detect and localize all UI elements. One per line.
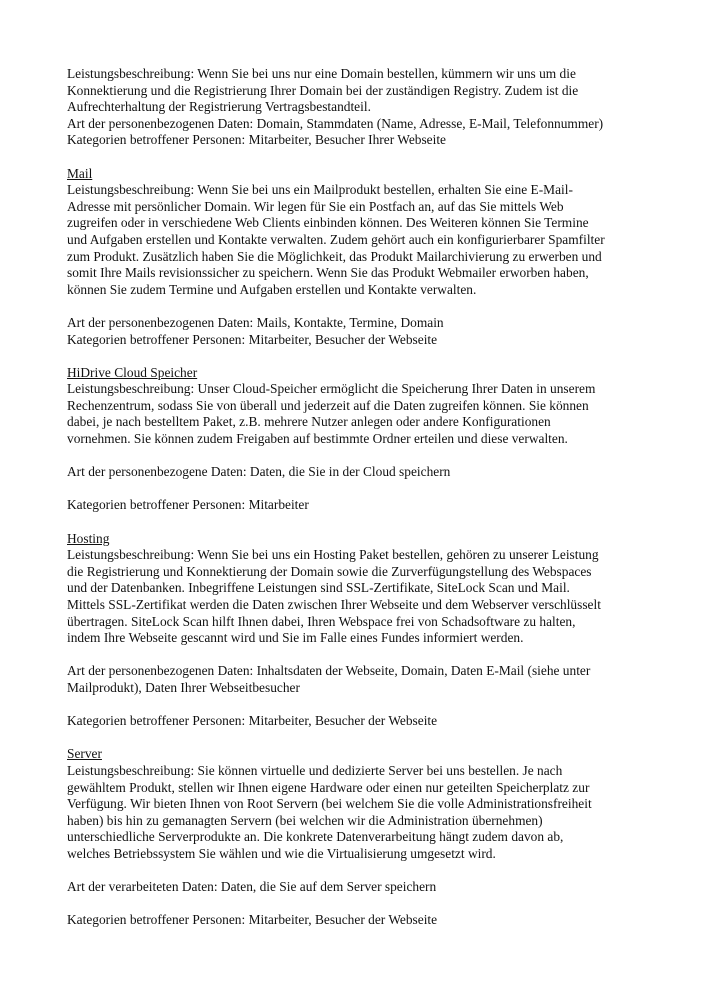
server-data-types: Art der verarbeiteten Daten: Daten, die Sie auf dem Server speichern [67, 879, 437, 895]
text-line: Leistungsbeschreibung: Sie können virtuelle und dedizierte Server bei uns bestellen. Je nach [67, 762, 563, 778]
text-line: Mailprodukt), Daten Ihrer Webseitbesucher [67, 679, 300, 695]
text-line: welches Betriebssystem Sie wählen und wie die Virtualisierung umgesetzt wird. [67, 845, 496, 861]
mail-section [67, 166, 657, 349]
text-line: Leistungsbeschreibung: Wenn Sie bei uns ein Hosting Paket bestellen, gehören zu unserer Leistung [67, 547, 599, 563]
mail-description [67, 182, 657, 298]
text-line: Mittels SSL-Zertifikat werden die Daten zwischen Ihrer Webseite und dem Webserver verschlüsselt [67, 597, 601, 612]
domain-section [67, 66, 657, 149]
text-line: und der Datenbanken. Inbegriffene Leistungen sind SSL-Zertifikate, SiteLock Scan und Mail. [67, 580, 570, 596]
text-line: Adresse mit persönlicher Domain. Wir legen für Sie ein Postfach an, auf das Sie mittels Web [67, 198, 564, 214]
mail-data-types: Art der personenbezogenen Daten: Mails, Kontakte, Termine, Domain [67, 314, 444, 330]
text-line: indem Ihre Webseite gescannt wird und Sie im Falle eines Fundes informiert werden. [67, 630, 524, 646]
text-line: Rechenzentrum, sodass Sie von überall und jederzeit auf die Daten zugreifen können. Sie können [67, 397, 589, 413]
hosting-data-types [67, 663, 657, 696]
domain-affected-persons: Kategorien betroffener Personen: Mitarbeiter, Besucher Ihrer Webseite [67, 132, 446, 148]
text-line: haben) bis hin zu gemanagten Servern (bei welchen wir die Administration übernehmen) [67, 812, 543, 828]
text-line: vornehmen. Sie können zudem Freigaben auf bestimmte Ordner erteilen und diese verwalten. [67, 431, 568, 447]
hidrive-section [67, 365, 657, 514]
text-line: können Sie zudem Termine und Aufgaben erstellen und Kontakte verwalten. [67, 281, 477, 297]
text-line: zum Produkt. Zusätzlich haben Sie die Möglichkeit, das Produkt Mailarchivierung zu erwerben und [67, 248, 602, 264]
text-line: Konnektierung und die Registrierung Ihrer Domain bei der zuständigen Registry. Zudem ist die [67, 82, 579, 98]
server-heading: Server [67, 746, 102, 762]
text-line: Aufrechterhaltung der Registrierung Vertragsbestandteil. [67, 99, 371, 115]
text-line: unterschiedliche Serverprodukte an. Die konkrete Datenverarbeitung hängt zudem davon ab, [67, 829, 564, 845]
hosting-section [67, 531, 657, 730]
server-description [67, 763, 657, 863]
text-line: und Aufgaben erstellen und Kontakte verwalten. Zudem gehört auch ein konfigurierbarer Spamfilter [67, 231, 605, 247]
text-line: Leistungsbeschreibung: Unser Cloud-Speicher ermöglicht die Speicherung Ihrer Daten in unserem [67, 381, 596, 397]
hidrive-description [67, 381, 657, 447]
text-line: Leistungsbeschreibung: Wenn Sie bei uns ein Mailprodukt bestellen, erhalten Sie eine E-Mail- [67, 182, 573, 198]
text-line: dabei, je nach bestelltem Paket, z.B. mehrere Nutzer anlegen oder andere Konfigurationen [67, 414, 551, 430]
text-line: Art der personenbezogenen Daten: Inhaltsdaten der Webseite, Domain, Daten E-Mail (siehe unter [67, 663, 591, 679]
hidrive-affected-persons: Kategorien betroffener Personen: Mitarbeiter [67, 497, 309, 513]
document-page [67, 66, 657, 929]
domain-data-types: Art der personenbezogenen Daten: Domain, Stammdaten (Name, Adresse, E-Mail, Telefonnummer) [67, 115, 604, 131]
text-line: somit Ihre Mails revisionssicher zu speichern. Wenn Sie das Produkt Webmailer erworben haben, [67, 265, 589, 281]
hidrive-heading: HiDrive Cloud Speicher [67, 364, 198, 380]
domain-description [67, 66, 657, 116]
text-line: Verfügung. Wir bieten Ihnen von Root Servern (bei welchem Sie die volle Administrationsfreiheit [67, 796, 592, 812]
hosting-heading: Hosting [67, 530, 110, 546]
hidrive-data-types: Art der personenbezogene Daten: Daten, die Sie in der Cloud speichern [67, 464, 451, 480]
server-affected-persons: Kategorien betroffener Personen: Mitarbeiter, Besucher der Webseite [67, 912, 438, 928]
hosting-description [67, 547, 657, 647]
text-line: zugreifen oder in verschiedene Web Clients einbinden können. Des Weiteren können Sie Termine [67, 215, 589, 231]
text-line: Leistungsbeschreibung: Wenn Sie bei uns nur eine Domain bestellen, kümmern wir uns um die [67, 66, 576, 81]
text-line: gewähltem Produkt, stellen wir Ihnen eigene Hardware oder einen nur geteilten Speicherplatz zur [67, 779, 590, 795]
mail-heading: Mail [67, 165, 93, 181]
text-line: übertragen. SiteLock Scan hilft Ihnen dabei, Ihren Webspace frei von Schadsoftware zu halten, [67, 613, 576, 629]
server-section [67, 746, 657, 929]
hosting-affected-persons: Kategorien betroffener Personen: Mitarbeiter, Besucher der Webseite [67, 713, 438, 729]
text-line: die Registrierung und Konnektierung der Domain sowie die Zurverfügungstellung des Webspaces [67, 563, 592, 579]
mail-affected-persons: Kategorien betroffener Personen: Mitarbeiter, Besucher der Webseite [67, 331, 438, 347]
